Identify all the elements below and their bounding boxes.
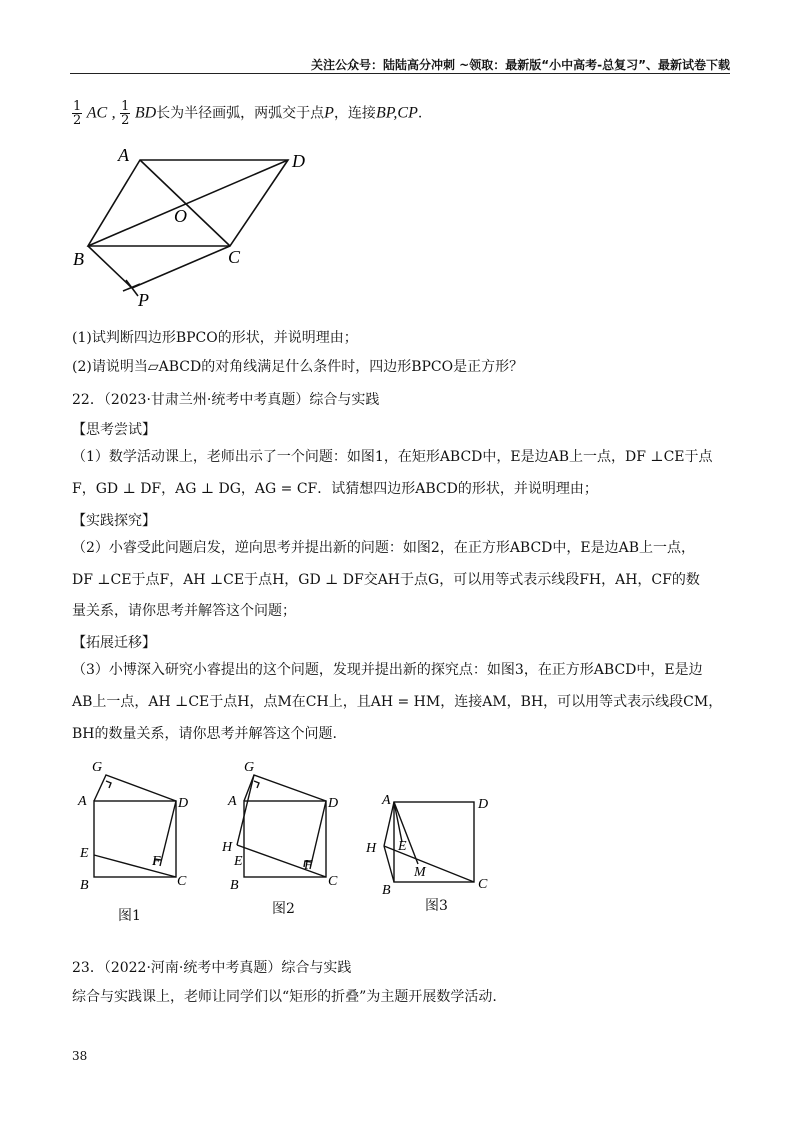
q22-part1-line2: F，GD ⊥ DF，AG ⊥ DG，AG = CF．试猜想四边形ABCD的形状，并说明理由； (72, 481, 598, 497)
figure-2 (222, 755, 352, 895)
label-O: O (174, 206, 187, 226)
label-C: C (228, 247, 241, 267)
q22-part2-line2: DF ⊥CE于点F，AH ⊥CE于点H，GD ⊥ DF交AH于点G，可以用等式表示线段FH，AH，CF的数 (72, 572, 700, 588)
q21-part1: (1)试判断四边形BPCO的形状，并说明理由； (72, 330, 358, 346)
fraction-half-1: $\frac{1}{2}$ (73, 99, 82, 128)
q21-part2: (2)请说明当▱ABCD的对角线满足什么条件时，四边形BPCO是正方形？ (72, 359, 524, 375)
svg-text:B: B (382, 883, 391, 898)
svg-text:E: E (398, 839, 407, 854)
svg-text:B: B (230, 878, 239, 893)
svg-text:G: G (244, 760, 255, 775)
svg-text:A: A (228, 794, 237, 809)
figure-1-caption: 图1 (118, 908, 141, 924)
svg-text:F: F (304, 858, 313, 873)
header-rule (70, 73, 730, 74)
q22-part1-line1: （1）数学活动课上，老师出示了一个问题：如图1，在矩形ABCD中，E是边AB上一点，DF ⊥CE于点 (72, 449, 713, 465)
q23-paragraph: 综合与实践课上，老师让同学们以“矩形的折叠”为主题开展数学活动. (72, 989, 497, 1005)
svg-text:H: H (366, 841, 377, 856)
segment-ac: AC (86, 104, 108, 122)
segment-bd: BD (134, 104, 157, 122)
page-header: 关注公众号：陆陆高分冲刺 ~领取：最新版“小中高考-总复习”、最新试卷下载 (311, 58, 730, 72)
q22-section-practice: 【实践探究】 (72, 513, 156, 529)
label-B: B (73, 249, 84, 269)
q21-intro-line: $\frac{1}{2}$ AC , $\frac{1}{2}$ BD长为半径画弧，两弧交于点P，连接BP,CP. (73, 99, 423, 128)
svg-text:A: A (78, 794, 87, 809)
q22-part3-line2: AB上一点，AH ⊥CE于点H，点M在CH上，且AH = HM，连接AM，BH，可以用等式表示线段CM， (72, 694, 723, 710)
svg-text:B: B (80, 878, 89, 893)
q22-part2-line3: 量关系，请你思考并解答这个问题； (72, 603, 296, 619)
figure-3-caption: 图3 (425, 898, 448, 914)
fraction-half-2: $\frac{1}{2}$ (121, 99, 130, 128)
q22-part2-line1: （2）小睿受此问题启发，逆向思考并提出新的问题：如图2，在正方形ABCD中，E是边AB上一点， (72, 540, 696, 556)
figure-2-caption: 图2 (272, 901, 295, 917)
svg-text:C: C (478, 877, 488, 892)
svg-text:A: A (382, 793, 391, 808)
svg-text:D: D (178, 796, 189, 811)
svg-text:M: M (414, 865, 426, 880)
svg-text:F: F (152, 854, 161, 869)
parallelogram-figure (70, 140, 320, 315)
q22-section-think: 【思考尝试】 (72, 422, 156, 438)
q22-part3-line3: BH的数量关系，请你思考并解答这个问题. (72, 726, 337, 742)
svg-text:D: D (478, 797, 489, 812)
label-D: D (292, 151, 305, 171)
figure-1 (74, 755, 204, 895)
q22-section-extend: 【拓展迁移】 (72, 635, 156, 651)
svg-text:E: E (234, 854, 243, 869)
svg-text:D: D (328, 796, 339, 811)
q21-intro-text: 为半径画弧，两弧交于点 (170, 105, 325, 122)
svg-text:C: C (177, 874, 187, 889)
label-P: P (138, 290, 149, 310)
q22-title: 22．（2023·甘肃兰州·统考中考真题）综合与实践 (72, 392, 380, 408)
figure-3 (362, 790, 502, 900)
q22-part3-line1: （3）小博深入研究小睿提出的这个问题，发现并提出新的探究点：如图3，在正方形ABCD中，E是边 (72, 662, 703, 678)
svg-text:G: G (92, 760, 103, 775)
svg-text:E: E (80, 846, 89, 861)
page-number: 38 (72, 1049, 88, 1063)
label-A: A (118, 145, 129, 165)
svg-text:H: H (222, 840, 233, 855)
svg-text:C: C (328, 874, 338, 889)
q23-title: 23．（2022·河南·统考中考真题）综合与实践 (72, 960, 352, 976)
